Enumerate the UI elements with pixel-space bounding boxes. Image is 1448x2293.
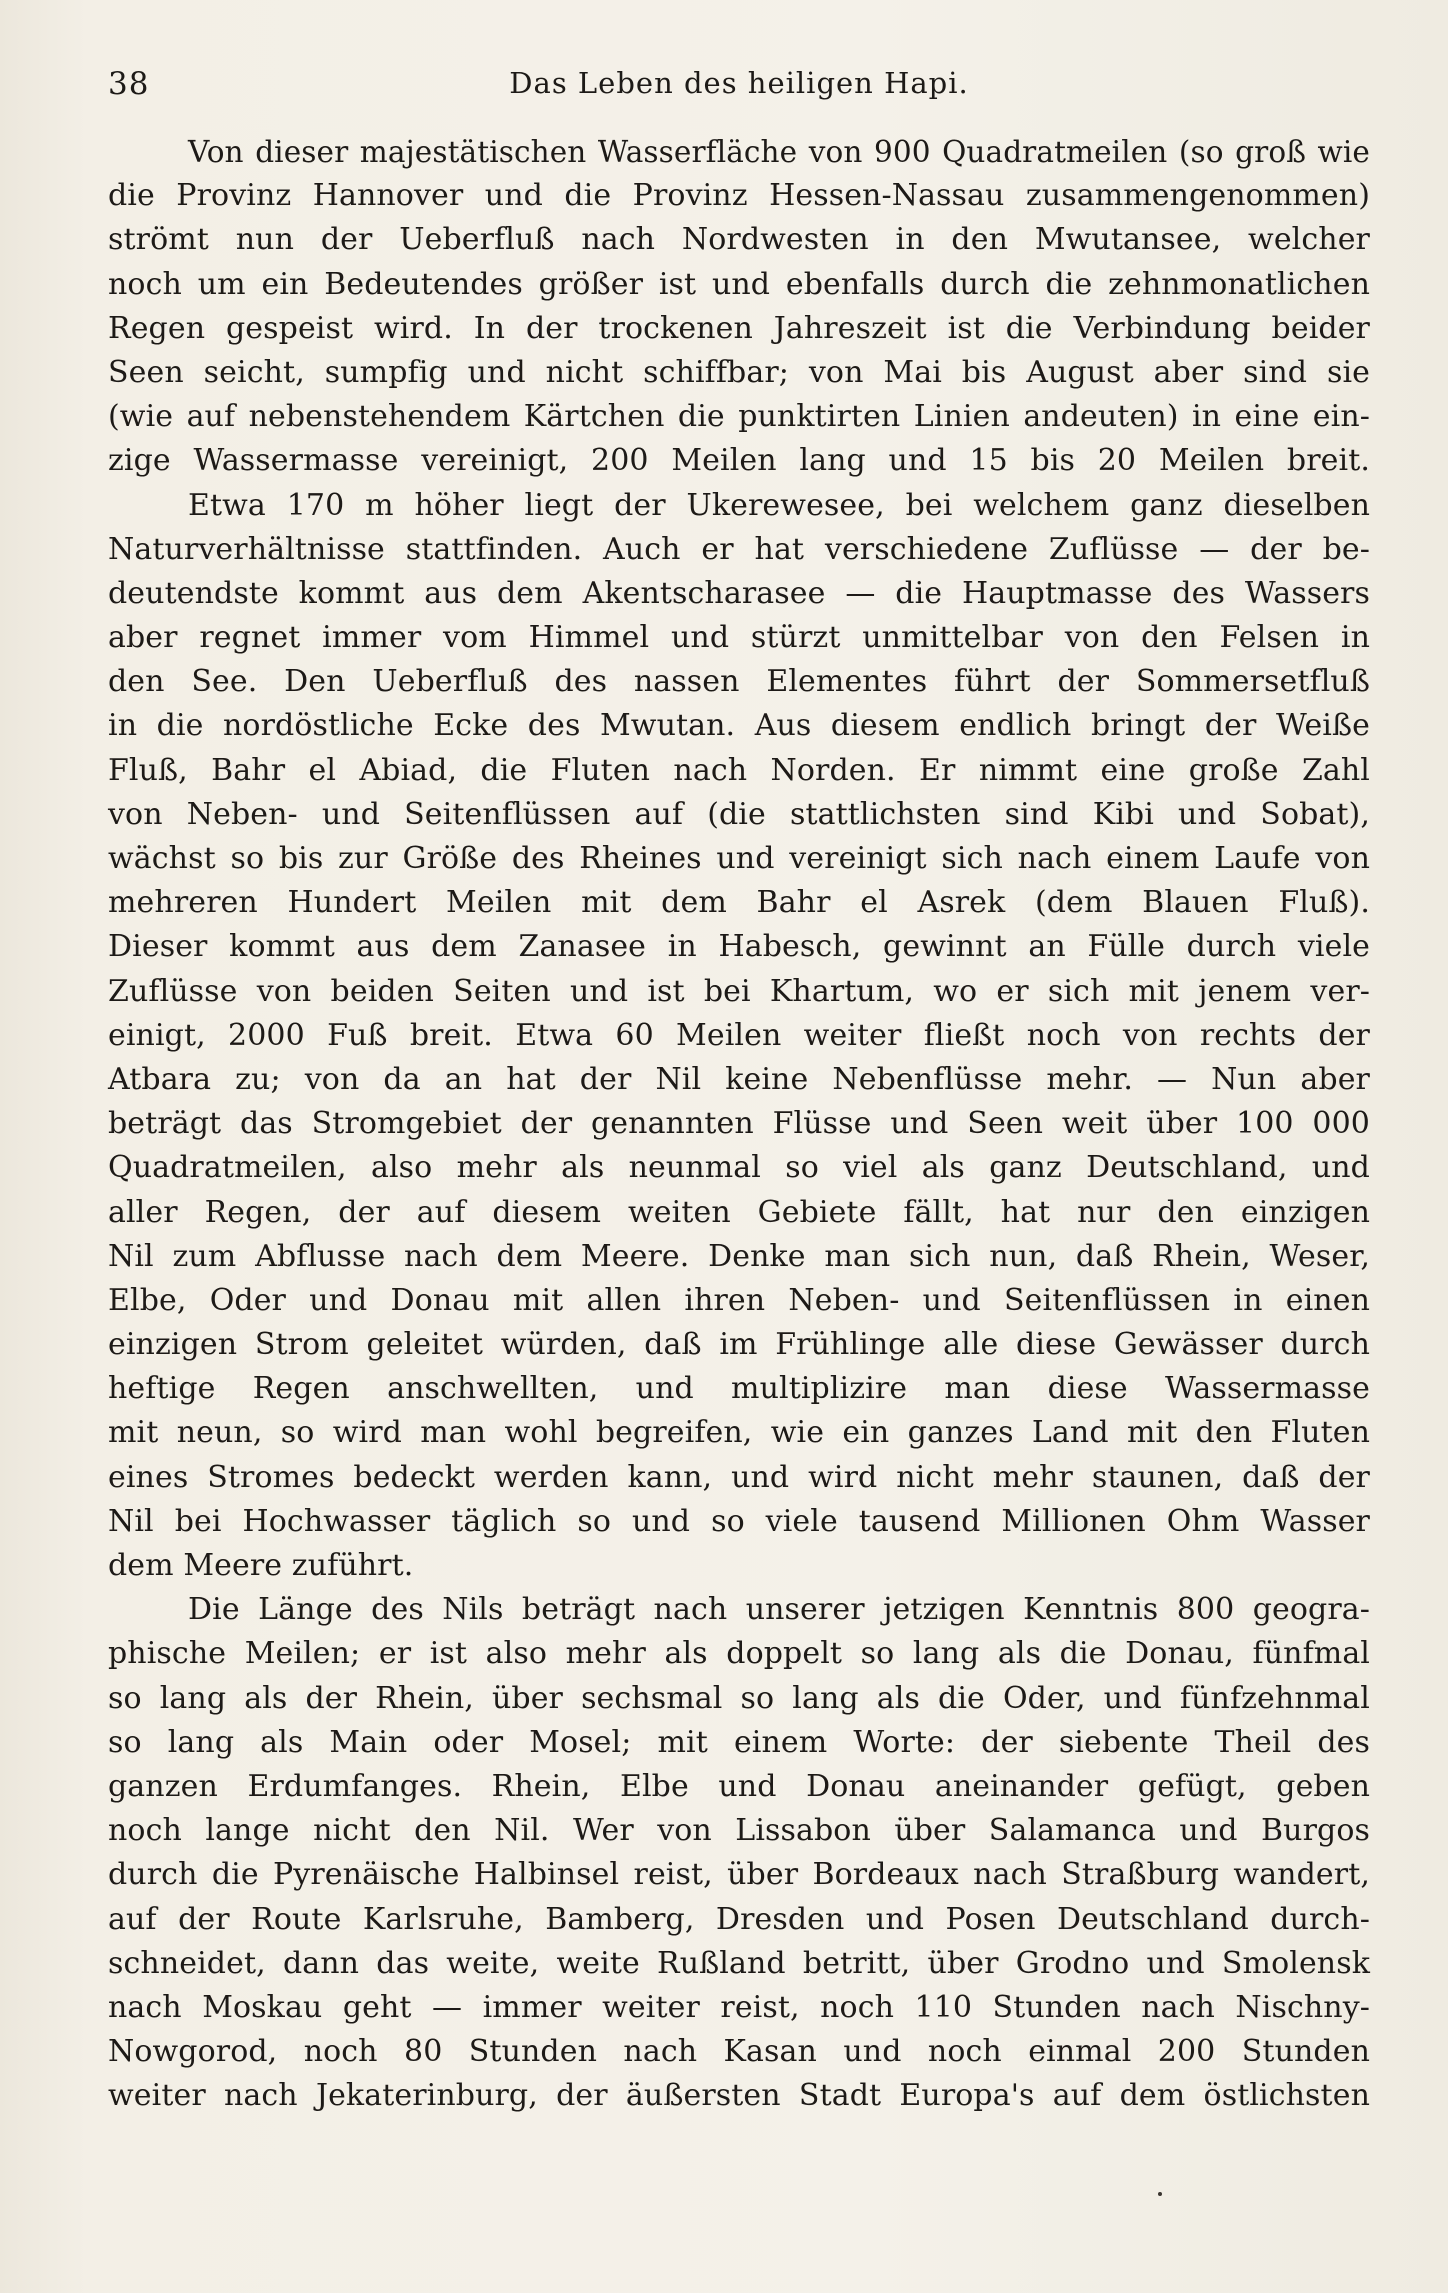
text-line: strömt nun der Ueberfluß nach Nordwesten in den Mwutansee, welcher xyxy=(108,222,1370,258)
text-line: in die nordöstliche Ecke des Mwutan. Aus diesem endlich bringt der Weiße xyxy=(108,708,1370,744)
text-line: dem Meere zuführt. xyxy=(108,1548,414,1583)
text-line: ganzen Erdumfanges. Rhein, Elbe und Donau aneinander gefügt, geben xyxy=(108,1768,1370,1804)
text-line: Regen gespeist wird. In der trockenen Jahreszeit ist die Verbindung beider xyxy=(108,310,1370,346)
text-line: Von dieser majestätischen Wasserfläche von 900 Quadratmeilen (so groß wie xyxy=(188,135,1370,169)
text-line: eines Stromes bedeckt werden kann, und wird nicht mehr staunen, daß der xyxy=(108,1459,1370,1495)
text-line: Etwa 170 m höher liegt der Ukerewesee, bei welchem ganz dieselben xyxy=(188,487,1370,523)
text-line: Die Länge des Nils beträgt nach unserer jetzigen Kenntnis 800 geogra- xyxy=(188,1592,1370,1628)
text-line: heftige Regen anschwellten, und multiplizire man diese Wassermasse xyxy=(108,1371,1370,1407)
text-line: noch um ein Bedeutendes größer ist und ebenfalls durch die zehnmonatlichen xyxy=(108,266,1370,302)
page-header xyxy=(108,66,1370,110)
text-line: so lang als der Rhein, über sechsmal so lang als die Oder, und fünfzehnmal xyxy=(108,1680,1370,1716)
text-line: Dieser kommt aus dem Zanasee in Habesch, gewinnt an Fülle durch viele xyxy=(108,929,1370,965)
text-line: mit neun, so wird man wohl begreifen, wie ein ganzes Land mit den Fluten xyxy=(108,1415,1370,1451)
text-line: einzigen Strom geleitet würden, daß im Frühlinge alle diese Gewässer durch xyxy=(108,1327,1370,1363)
text-line: zige Wassermasse vereinigt, 200 Meilen lang und 15 bis 20 Meilen breit. xyxy=(108,443,1370,479)
body-text xyxy=(108,130,1370,2118)
text-line: den See. Den Ueberfluß des nassen Elementes führt der Sommersetfluß xyxy=(108,664,1370,700)
text-line: nach Moskau geht — immer weiter reist, noch 110 Stunden nach Nischny- xyxy=(108,1989,1370,2025)
text-line: Elbe, Oder und Donau mit allen ihren Neben- und Seitenflüssen in einen xyxy=(108,1282,1370,1318)
text-line: aller Regen, der auf diesem weiten Gebiete fällt, hat nur den einzigen xyxy=(108,1194,1370,1230)
text-line: die Provinz Hannover und die Provinz Hessen-Nassau zusammengenommen) xyxy=(108,178,1370,214)
text-line: beträgt das Stromgebiet der genannten Flüsse und Seen weit über 100 000 xyxy=(108,1106,1370,1142)
text-line: wächst so bis zur Größe des Rheines und vereinigt sich nach einem Laufe von xyxy=(108,841,1370,876)
text-line: einigt, 2000 Fuß breit. Etwa 60 Meilen weiter fließt noch von rechts der xyxy=(108,1017,1370,1053)
text-line: Nil zum Abflusse nach dem Meere. Denke man sich nun, daß Rhein, Weser, xyxy=(108,1238,1370,1274)
text-line: Quadratmeilen, also mehr als neunmal so viel als ganz Deutschland, und xyxy=(108,1150,1370,1186)
page-number: 38 xyxy=(108,66,150,102)
text-line: Naturverhältnisse stattfinden. Auch er hat verschiedene Zuflüsse — der be- xyxy=(108,531,1370,567)
text-line: phische Meilen; er ist also mehr als doppelt so lang als die Donau, fünfmal xyxy=(108,1636,1370,1672)
text-line: Nil bei Hochwasser täglich so und so viele tausend Millionen Ohm Wasser xyxy=(108,1503,1370,1539)
text-line: (wie auf nebenstehendem Kärtchen die punktirten Linien andeuten) in eine ein- xyxy=(108,399,1370,435)
paper-speck xyxy=(1158,2192,1162,2196)
text-line: durch die Pyrenäische Halbinsel reist, über Bordeaux nach Straßburg wandert, xyxy=(108,1857,1370,1893)
text-line: Zuflüsse von beiden Seiten und ist bei Khartum, wo er sich mit jenem ver- xyxy=(108,973,1370,1009)
text-line: weiter nach Jekaterinburg, der äußersten Stadt Europa's auf dem östlichsten xyxy=(108,2078,1370,2114)
text-line: noch lange nicht den Nil. Wer von Lissabon über Salamanca und Burgos xyxy=(108,1813,1370,1849)
running-title: Das Leben des heiligen Hapi. xyxy=(509,66,969,100)
text-line: Seen seicht, sumpfig und nicht schiffbar; von Mai bis August aber sind sie xyxy=(108,354,1370,390)
text-line: mehreren Hundert Meilen mit dem Bahr el Asrek (dem Blauen Fluß). xyxy=(108,885,1370,921)
text-line: so lang als Main oder Mosel; mit einem Worte: der siebente Theil des xyxy=(108,1724,1370,1760)
text-line: deutendste kommt aus dem Akentscharasee — die Hauptmasse des Wassers xyxy=(108,575,1370,611)
text-line: Atbara zu; von da an hat der Nil keine Nebenflüsse mehr. — Nun aber xyxy=(108,1061,1370,1097)
text-line: aber regnet immer vom Himmel und stürzt unmittelbar von den Felsen in xyxy=(108,620,1370,656)
text-line: auf der Route Karlsruhe, Bamberg, Dresden und Posen Deutschland durch- xyxy=(108,1901,1370,1937)
text-line: Fluß, Bahr el Abiad, die Fluten nach Norden. Er nimmt eine große Zahl xyxy=(108,752,1370,788)
text-line: Nowgorod, noch 80 Stunden nach Kasan und noch einmal 200 Stunden xyxy=(108,2034,1370,2070)
text-line: von Neben- und Seitenflüssen auf (die stattlichsten sind Kibi und Sobat), xyxy=(108,796,1370,832)
text-line: schneidet, dann das weite, weite Rußland betritt, über Grodno und Smolensk xyxy=(108,1945,1370,1981)
